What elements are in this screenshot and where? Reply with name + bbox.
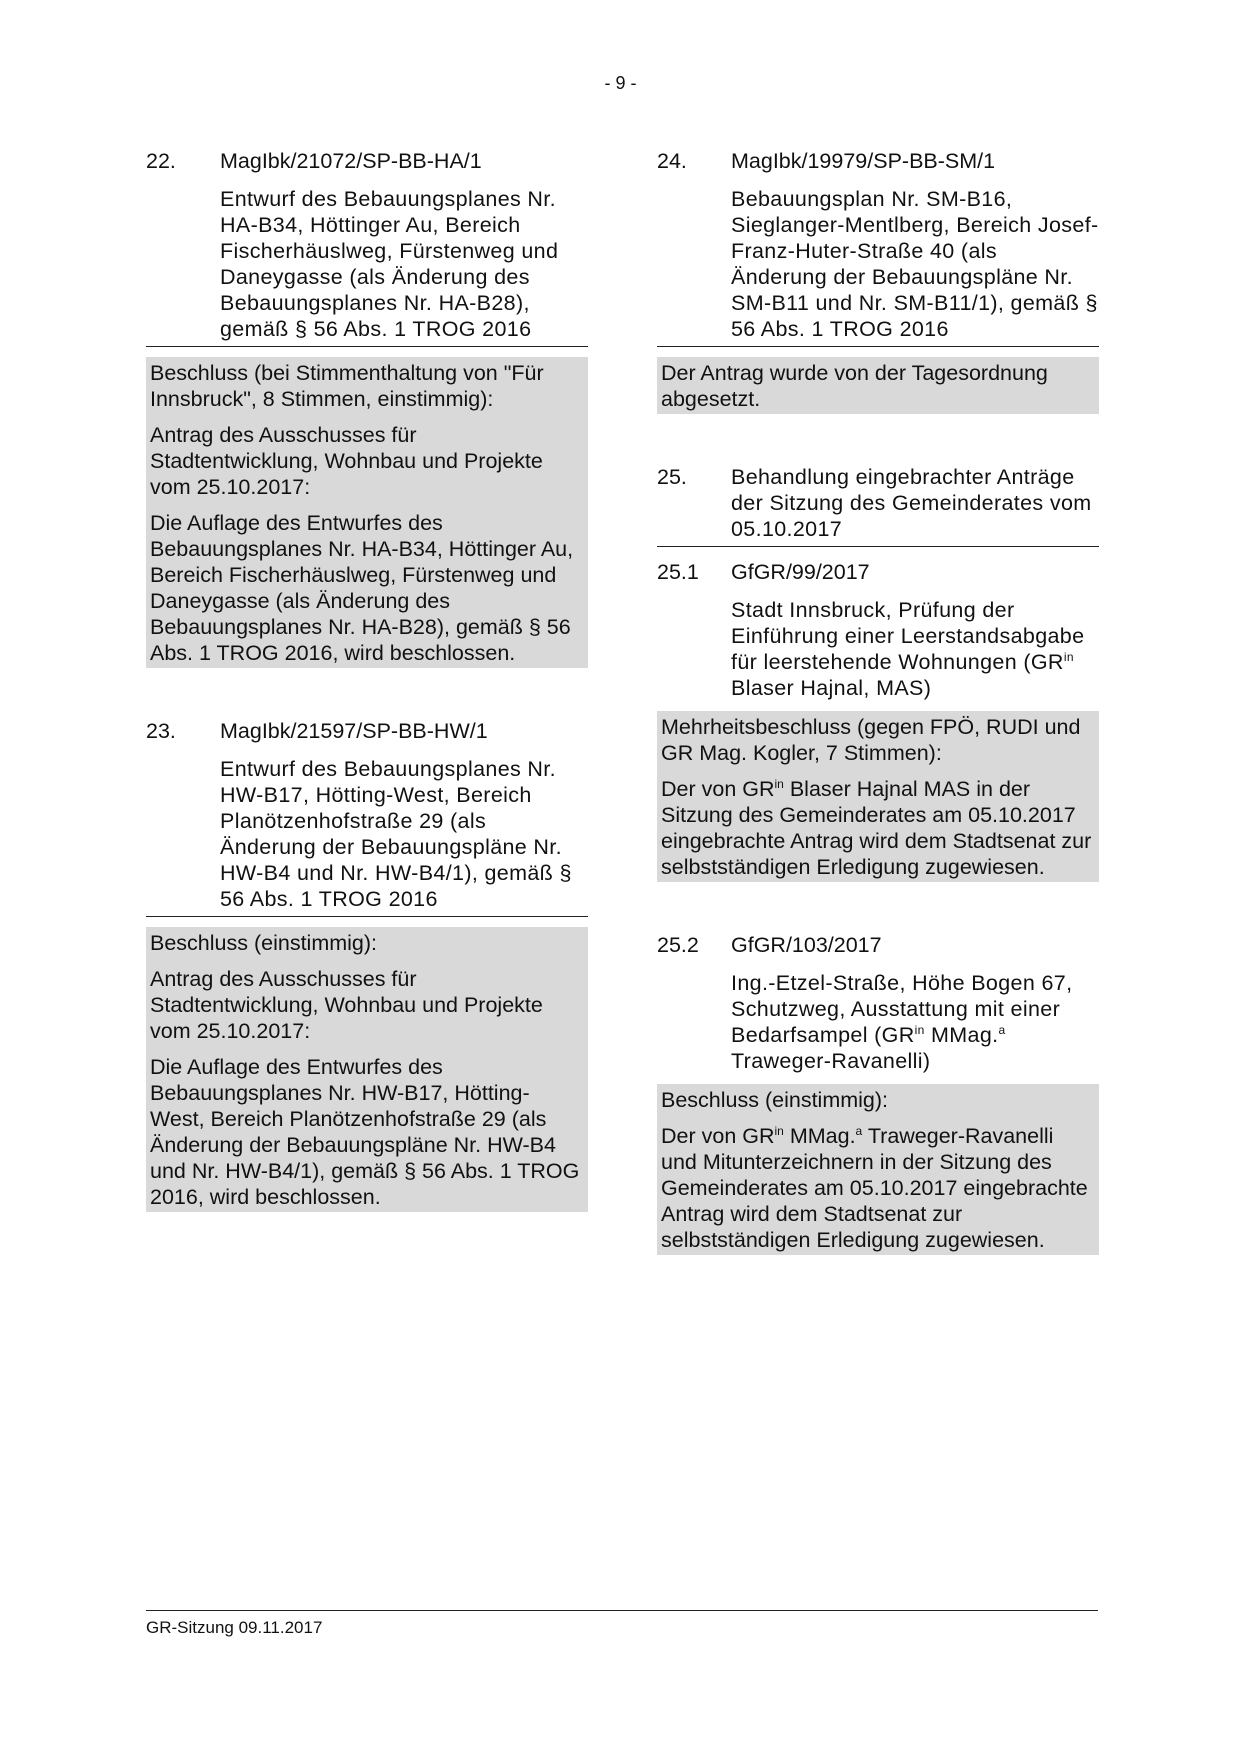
item-code: MagIbk/19979/SP-BB-SM/1 <box>731 149 996 173</box>
item-title: Entwurf des Bebauungsplanes Nr. HA-B34, Höttinger Au, Bereich Fischerhäuslweg, Fürstenweg und Daneygasse (als Änderung des Bebauungsplanes Nr. HA-B28), gemäß § 56 Abs. 1 TROG 2016 <box>220 187 559 341</box>
item-header <box>657 932 1099 958</box>
item-number: 25.1 <box>657 560 699 584</box>
item-number: 22. <box>146 149 176 173</box>
item-code: GfGR/103/2017 <box>731 933 882 957</box>
resolution-text: Der von $GR^{in}$ MMag.$^a$ Traweger-Ravanelli und Mitunterzeichnern in der Sitzung des Gemeinderates am 05.10.2017 eingebrachte Antrag wird dem Stadtsenat zur selbstständigen Erledigung zugewiesen. <box>661 1123 1088 1252</box>
item-code: GfGR/99/2017 <box>731 560 870 584</box>
left-column <box>146 148 588 1262</box>
item-code: MagIbk/21072/SP-BB-HA/1 <box>220 149 482 173</box>
decision-text: Der Antrag wurde von der Tagesordnung abgesetzt. <box>661 361 1048 411</box>
item-header <box>146 718 588 744</box>
item-title: Ing.-Etzel-Straße, Höhe Bogen 67, Schutzweg, Ausstattung mit einer Bedarfsampel ($GR^{in}$ MMag.$^a$ Traweger-Ravanelli) <box>731 971 1073 1073</box>
motion-text: Antrag des Ausschusses für Stadtentwicklung, Wohnbau und Projekte vom 25.10.2017: <box>150 423 543 499</box>
item-header <box>657 559 1099 585</box>
item-title: Stadt Innsbruck, Prüfung der Einführung einer Leerstandsabgabe für leerstehende Wohnungen ($GR^{in}$ Blaser Hajnal, MAS) <box>731 598 1085 700</box>
resolution-text: Der von $GR^{in}$ Blaser Hajnal MAS in der Sitzung des Gemeinderates am 05.10.2017 eingebrachte Antrag wird dem Stadtsenat zur selbstständigen Erledigung zugewiesen. <box>661 776 1092 879</box>
item-header <box>146 148 588 174</box>
item-number: 25. <box>657 465 687 489</box>
page-footer <box>146 1610 1098 1641</box>
agenda-item-25-1 <box>657 559 1099 882</box>
agenda-item-25-2 <box>657 932 1099 1255</box>
decision-box <box>657 357 1099 414</box>
divider <box>146 346 588 347</box>
footer-text: GR-Sitzung 09.11.2017 <box>146 1618 323 1637</box>
decision-box <box>146 927 588 1212</box>
agenda-item-23 <box>146 718 588 1212</box>
item-title: Behandlung eingebrachter Anträge der Sitzung des Gemeinderates vom 05.10.2017 <box>731 465 1092 541</box>
decision-text: Mehrheitsbeschluss (gegen FPÖ, RUDI und GR Mag. Kogler, 7 Stimmen): <box>661 715 1081 765</box>
decision-box <box>146 357 588 668</box>
item-header <box>657 464 1099 542</box>
item-title: Entwurf des Bebauungsplanes Nr. HW-B17, Hötting-West, Bereich Planötzenhofstraße 29 (als Änderung der Bebauungspläne Nr. HW-B4 und Nr. HW-B4/1), gemäß § 56 Abs. 1 TROG 2016 <box>220 757 572 911</box>
divider <box>146 916 588 917</box>
motion-text: Antrag des Ausschusses für Stadtentwicklung, Wohnbau und Projekte vom 25.10.2017: <box>150 967 543 1043</box>
right-column <box>657 148 1099 1305</box>
decision-text: Beschluss (einstimmig): <box>661 1088 888 1112</box>
item-header <box>657 148 1099 174</box>
decision-text: Beschluss (bei Stimmenthaltung von "Für Innsbruck", 8 Stimmen, einstimmig): <box>150 361 544 411</box>
page-number: - 9 - <box>604 73 637 93</box>
item-title: Bebauungsplan Nr. SM-B16, Sieglanger-Mentlberg, Bereich Josef-Franz-Huter-Straße 40 (als Änderung der Bebauungspläne Nr. SM-B11 und Nr. SM-B11/1), gemäß § 56 Abs. 1 TROG 2016 <box>731 187 1099 341</box>
item-number: 25.2 <box>657 933 699 957</box>
agenda-item-25 <box>657 464 1099 547</box>
decision-box <box>657 1084 1099 1255</box>
divider <box>657 346 1099 347</box>
resolution-text: Die Auflage des Entwurfes des Bebauungsplanes Nr. HA-B34, Höttinger Au, Bereich Fischerhäuslweg, Fürstenweg und Daneygasse (als Änderung des Bebauungsplanes Nr. HA-B28), gemäß § 56 Abs. 1 TROG 2016, wird beschlossen. <box>150 511 574 665</box>
item-number: 23. <box>146 719 176 743</box>
agenda-item-24 <box>657 148 1099 414</box>
item-number: 24. <box>657 149 687 173</box>
resolution-text: Die Auflage des Entwurfes des Bebauungsplanes Nr. HW-B17, Hötting-West, Bereich Planötzenhofstraße 29 (als Änderung der Bebauungspläne Nr. HW-B4 und Nr. HW-B4/1), gemäß § 56 Abs. 1 TROG 2016, wird beschlossen. <box>150 1055 580 1209</box>
decision-text: Beschluss (einstimmig): <box>150 931 377 955</box>
divider <box>657 546 1099 547</box>
decision-box <box>657 711 1099 882</box>
agenda-item-22 <box>146 148 588 668</box>
item-code: MagIbk/21597/SP-BB-HW/1 <box>220 719 488 743</box>
